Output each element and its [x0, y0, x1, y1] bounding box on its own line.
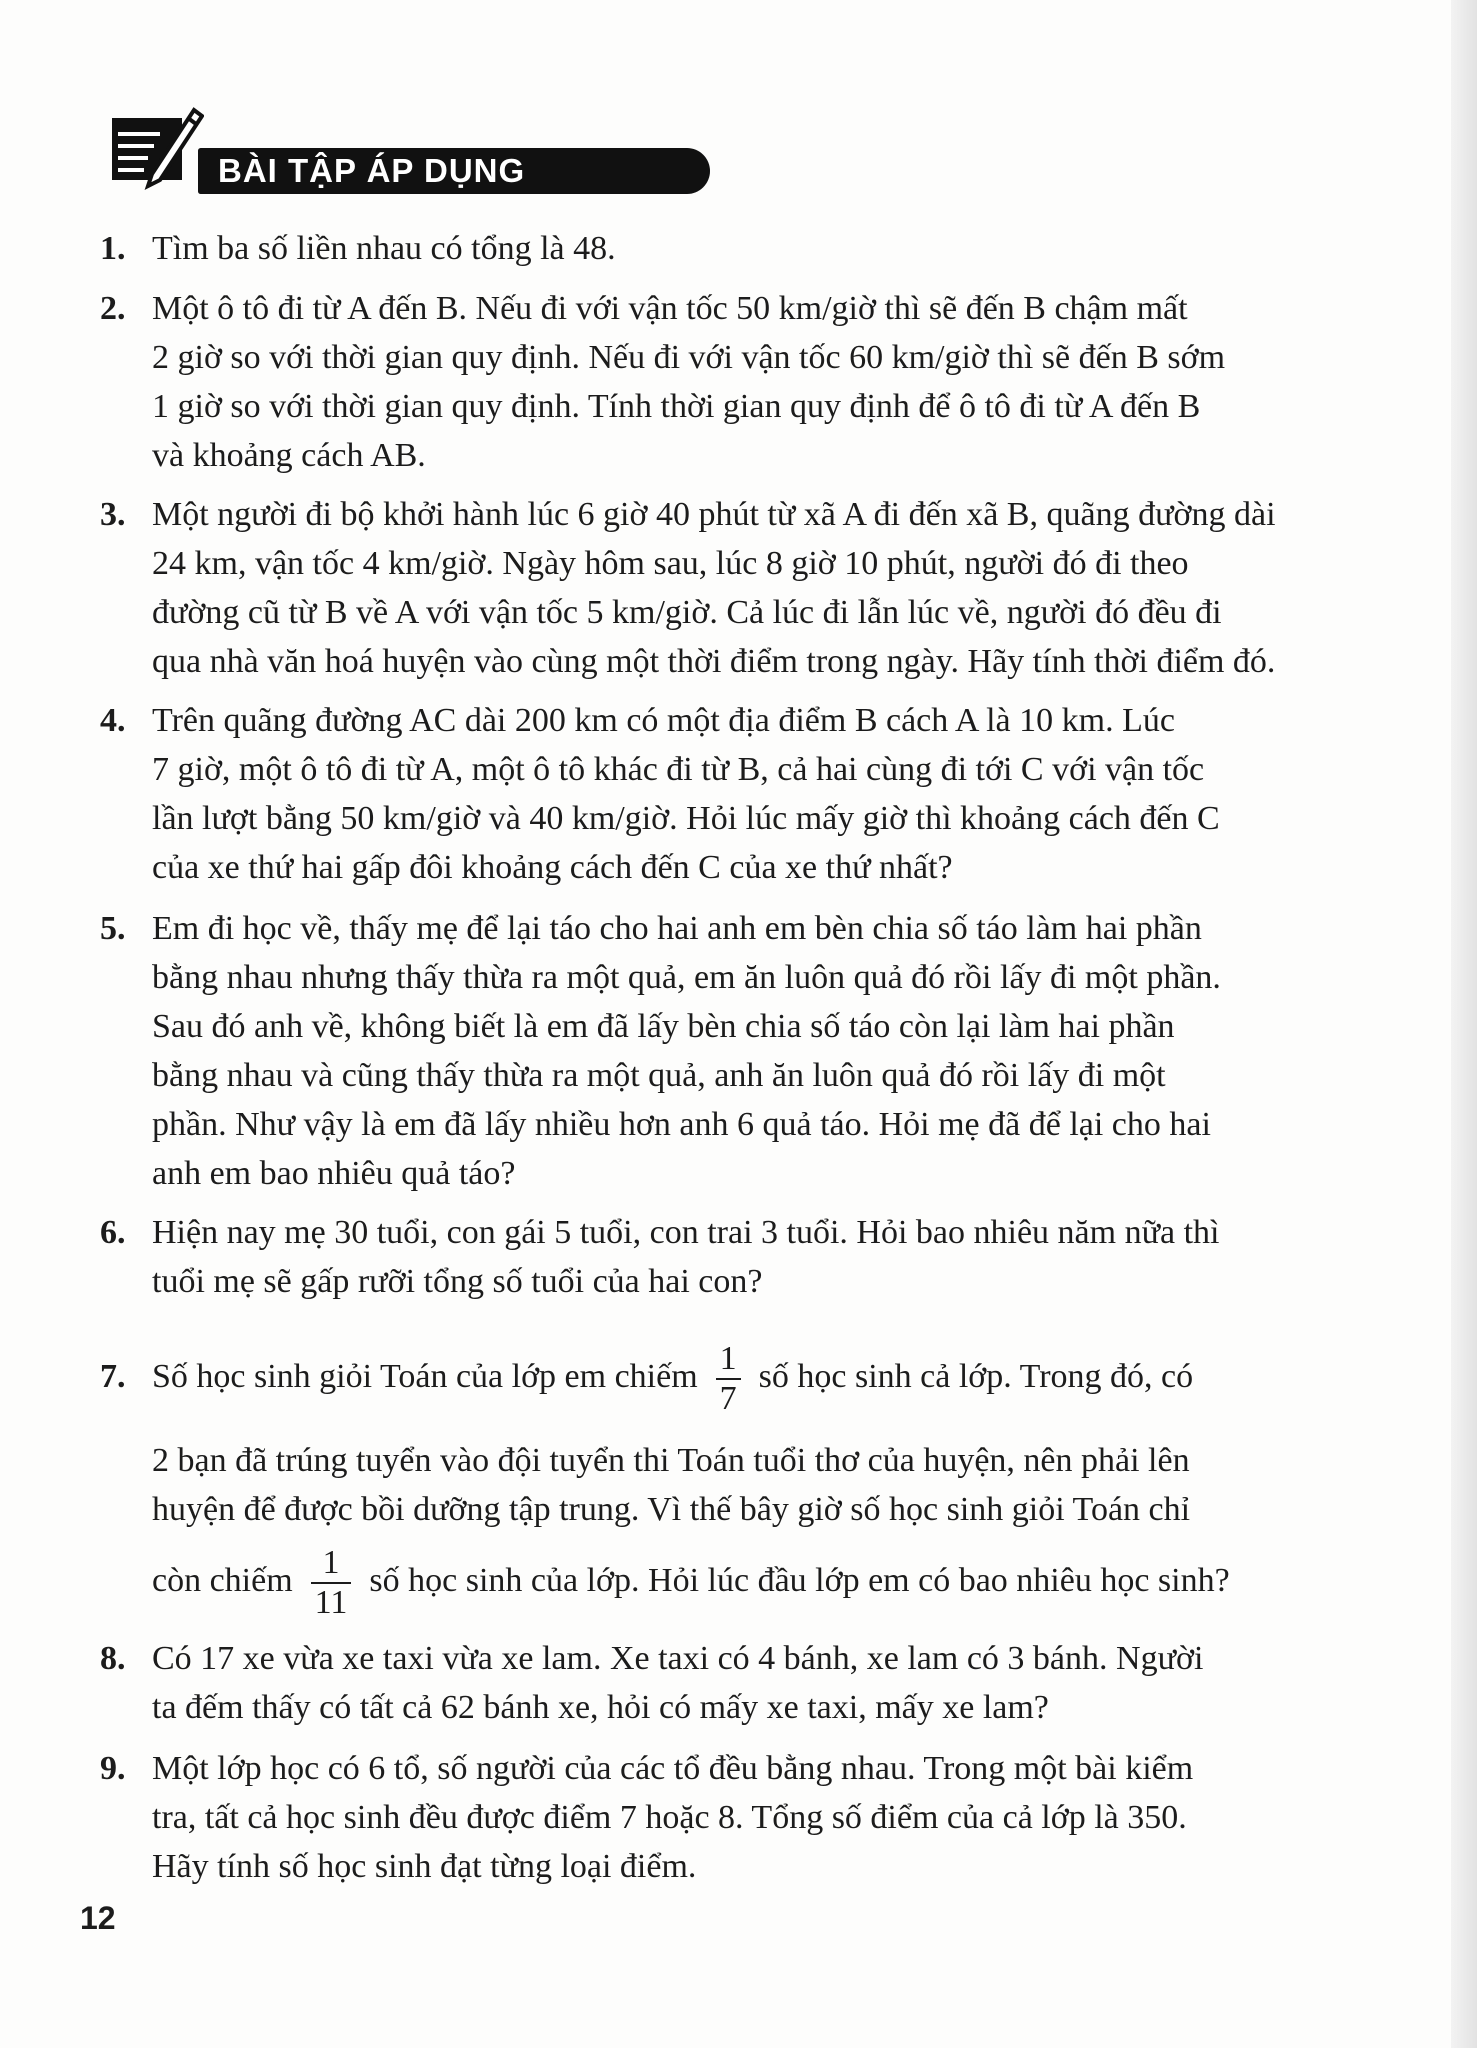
exercise-9 [100, 1744, 1412, 1891]
exercise-line: Hãy tính số học sinh đạt từng loại điểm. [152, 1848, 697, 1885]
exercise-text: số học sinh của lớp. Hỏi lúc đầu lớp em có bao nhiêu học sinh? [369, 1562, 1230, 1599]
exercise-line: Một người đi bộ khởi hành lúc 6 giờ 40 phút từ xã A đi đến xã B, quãng đường dài [152, 496, 1276, 533]
exercise-number: 8. [100, 1640, 126, 1677]
exercise-line: bằng nhau nhưng thấy thừa ra một quả, em ăn luôn quả đó rồi lấy đi một phần. [152, 959, 1221, 996]
exercise-text: số học sinh cả lớp. Trong đó, có [758, 1358, 1194, 1395]
fraction-denominator: 7 [719, 1380, 737, 1418]
exercise-number: 1. [100, 230, 126, 267]
exercise-line: ta đếm thấy có tất cả 62 bánh xe, hỏi có mấy xe taxi, mấy xe lam? [152, 1689, 1049, 1726]
exercise-number: 5. [100, 910, 126, 947]
exercise-5 [100, 904, 1412, 1198]
exercise-line: 24 km, vận tốc 4 km/giờ. Ngày hôm sau, lúc 8 giờ 10 phút, người đó đi theo [152, 545, 1189, 582]
exercise-number: 4. [100, 702, 126, 739]
fraction-denominator: 11 [314, 1584, 348, 1622]
exercise-line: 2 giờ so với thời gian quy định. Nếu đi với vận tốc 60 km/giờ thì sẽ đến B sớm [152, 339, 1226, 376]
exercise-number: 6. [100, 1214, 126, 1251]
section-header [108, 104, 628, 194]
exercise-line: tra, tất cả học sinh đều được điểm 7 hoặc 8. Tổng số điểm của cả lớp là 350. [152, 1799, 1187, 1836]
fraction-numerator: 1 [311, 1544, 352, 1584]
exercise-line: Sau đó anh về, không biết là em đã lấy bèn chia số táo còn lại làm hai phần [152, 1008, 1175, 1045]
exercise-7 [100, 1338, 1412, 1624]
exercise-number: 3. [100, 496, 126, 533]
exercise-line: Em đi học về, thấy mẹ để lại táo cho hai anh em bèn chia số táo làm hai phần [152, 910, 1202, 947]
exercise-6 [100, 1208, 1412, 1306]
exercise-line: 1 giờ so với thời gian quy định. Tính thời gian quy định để ô tô đi từ A đến B [152, 388, 1201, 425]
fraction-numerator: 1 [716, 1340, 741, 1380]
exercise-number: 7. [100, 1358, 126, 1395]
section-title: BÀI TẬP ÁP DỤNG [218, 152, 526, 189]
page-number: 12 [80, 1900, 116, 1936]
exercise-line: lần lượt bằng 50 km/giờ và 40 km/giờ. Hỏi lúc mấy giờ thì khoảng cách đến C [152, 800, 1220, 837]
fraction-one-eleventh [311, 1544, 352, 1622]
exercise-number: 2. [100, 290, 126, 327]
exercise-line [152, 1338, 1412, 1416]
exercise-line: tuổi mẹ sẽ gấp rưỡi tổng số tuổi của hai con? [152, 1263, 763, 1300]
exercise-text: còn chiếm [152, 1562, 293, 1599]
fraction-one-seventh [716, 1340, 741, 1418]
exercise-text: Số học sinh giỏi Toán của lớp em chiếm [152, 1358, 698, 1395]
exercise-line: đường cũ từ B về A với vận tốc 5 km/giờ. Cả lúc đi lẫn lúc về, người đó đều đi [152, 594, 1222, 631]
exercise-8 [100, 1634, 1412, 1732]
exercise-line: qua nhà văn hoá huyện vào cùng một thời điểm trong ngày. Hãy tính thời điểm đó. [152, 643, 1276, 680]
exercise-line: Một lớp học có 6 tổ, số người của các tổ đều bằng nhau. Trong một bài kiểm [152, 1750, 1194, 1787]
exercise-number: 9. [100, 1750, 126, 1787]
exercise-line: anh em bao nhiêu quả táo? [152, 1155, 516, 1192]
exercise-line: Hiện nay mẹ 30 tuổi, con gái 5 tuổi, con trai 3 tuổi. Hỏi bao nhiêu năm nữa thì [152, 1214, 1220, 1251]
exercise-line: của xe thứ hai gấp đôi khoảng cách đến C của xe thứ nhất? [152, 849, 953, 886]
exercise-line: bằng nhau và cũng thấy thừa ra một quả, anh ăn luôn quả đó rồi lấy đi một [152, 1057, 1166, 1094]
exercise-line: Một ô tô đi từ A đến B. Nếu đi với vận tốc 50 km/giờ thì sẽ đến B chậm mất [152, 290, 1188, 327]
exercise-line: Có 17 xe vừa xe taxi vừa xe lam. Xe taxi có 4 bánh, xe lam có 3 bánh. Người [152, 1640, 1204, 1677]
exercise-line: 7 giờ, một ô tô đi từ A, một ô tô khác đi từ B, cả hai cùng đi tới C với vận tốc [152, 751, 1205, 788]
page-edge [1451, 0, 1477, 2048]
exercise-1 [100, 224, 1412, 273]
exercise-line: 2 bạn đã trúng tuyển vào đội tuyển thi Toán tuổi thơ của huyện, nên phải lên [152, 1442, 1190, 1479]
exercise-line: huyện để được bồi dưỡng tập trung. Vì thế bây giờ số học sinh giỏi Toán chỉ [152, 1491, 1191, 1528]
exercise-3 [100, 490, 1412, 686]
exercise-line: Trên quãng đường AC dài 200 km có một địa điểm B cách A là 10 km. Lúc [152, 702, 1175, 739]
pencil-notebook-icon [108, 104, 204, 194]
exercise-2 [100, 284, 1412, 480]
exercise-line: Tìm ba số liền nhau có tổng là 48. [152, 230, 616, 267]
exercise-line: phần. Như vậy là em đã lấy nhiều hơn anh 6 quả táo. Hỏi mẹ đã để lại cho hai [152, 1106, 1211, 1143]
exercise-line [152, 1538, 1412, 1624]
exercise-line: và khoảng cách AB. [152, 437, 426, 474]
exercise-4 [100, 696, 1412, 892]
